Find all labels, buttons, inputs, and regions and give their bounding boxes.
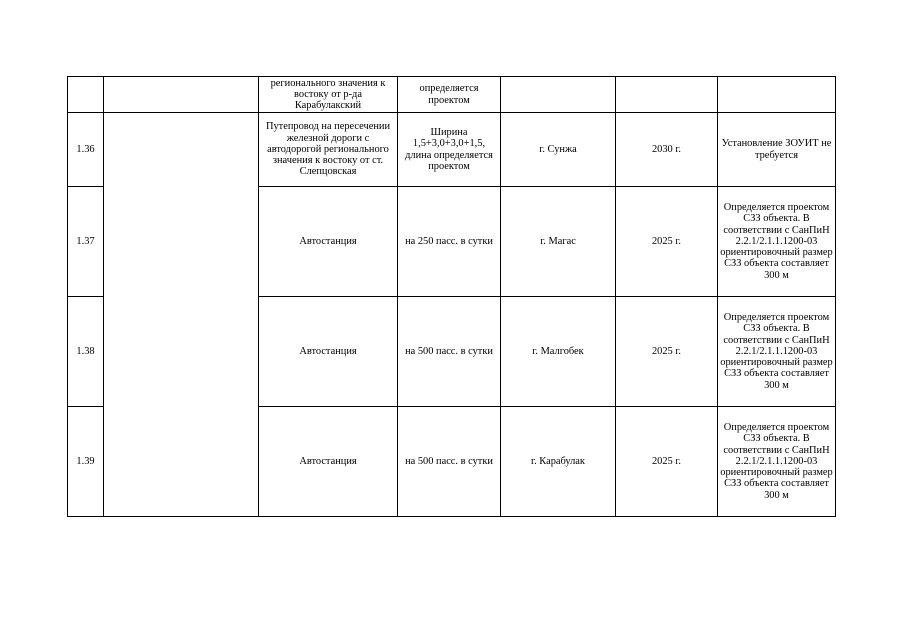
zone-cell: Установление ЗОУИТ не требуется	[718, 113, 836, 187]
deadline-cell	[616, 77, 718, 113]
deadline-cell: 2025 г.	[616, 407, 718, 517]
planning-table	[67, 76, 836, 517]
location-cell	[501, 77, 616, 113]
object-name-cell: Автостанция	[259, 187, 398, 297]
object-name-cell: Автостанция	[259, 297, 398, 407]
row-number-cell: 1.36	[68, 113, 104, 187]
parameters-cell: на 500 пасс. в сутки	[398, 407, 501, 517]
deadline-cell: 2025 г.	[616, 297, 718, 407]
category-cell	[104, 77, 259, 113]
location-cell: г. Карабулак	[501, 407, 616, 517]
table-row	[68, 113, 836, 187]
zone-cell: Определяется проектом СЗЗ объекта. В соответствии с СанПиН 2.2.1/2.1.1.1200-03 ориентировочный размер СЗЗ объекта составляет 300 м	[718, 297, 836, 407]
parameters-cell: определяется проектом	[398, 77, 501, 113]
row-number-cell: 1.39	[68, 407, 104, 517]
location-cell: г. Магас	[501, 187, 616, 297]
category-cell-merged	[104, 113, 259, 517]
row-number-cell: 1.37	[68, 187, 104, 297]
object-name-cell: регионального значения к востоку от р-да Карабулакский	[259, 77, 398, 113]
object-name-cell: Автостанция	[259, 407, 398, 517]
zone-cell: Определяется проектом СЗЗ объекта. В соответствии с СанПиН 2.2.1/2.1.1.1200-03 ориентировочный размер СЗЗ объекта составляет 300 м	[718, 407, 836, 517]
zone-cell: Определяется проектом СЗЗ объекта. В соответствии с СанПиН 2.2.1/2.1.1.1200-03 ориентировочный размер СЗЗ объекта составляет 300 м	[718, 187, 836, 297]
parameters-cell: Ширина 1,5+3,0+3,0+1,5, длина определяется проектом	[398, 113, 501, 187]
row-number-cell	[68, 77, 104, 113]
location-cell: г. Малгобек	[501, 297, 616, 407]
object-name-cell: Путепровод на пересечении железной дороги с автодорогой регионального значения к востоку от ст. Слепцовская	[259, 113, 398, 187]
location-cell: г. Сунжа	[501, 113, 616, 187]
zone-cell	[718, 77, 836, 113]
parameters-cell: на 250 пасс. в сутки	[398, 187, 501, 297]
row-number-cell: 1.38	[68, 297, 104, 407]
deadline-cell: 2025 г.	[616, 187, 718, 297]
table-row-continuation	[68, 77, 836, 113]
parameters-cell: на 500 пасс. в сутки	[398, 297, 501, 407]
deadline-cell: 2030 г.	[616, 113, 718, 187]
